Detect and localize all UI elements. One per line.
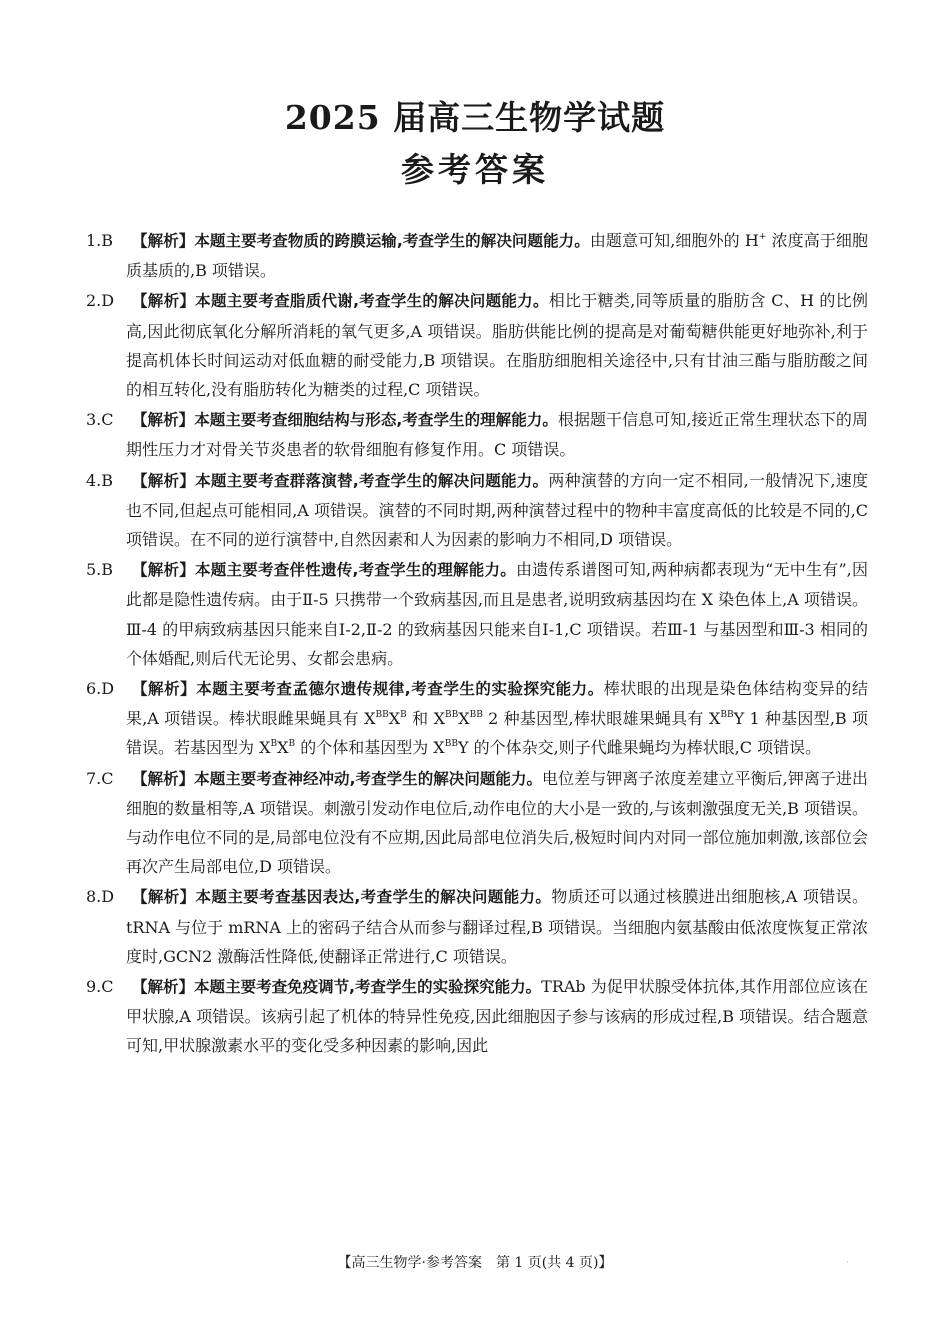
analysis-tag: 【解析】: [132, 292, 196, 311]
answer-item-6: [86, 674, 868, 763]
answer-number: 6.D: [86, 679, 115, 699]
superscript: B: [400, 710, 407, 721]
analysis-text: 电位差与钾离子浓度差建立平衡后,钾离子进出细胞的数量相等,A 项错误。刺激引发动作电位后,动作电位的大小是一致的,与该刺激强度无关,B 项错误。与动作电位不同的是,局部电位没有不应期,因此局部电位消失后,极短时间内对同一部位施加刺激,该部位会再次产生局部电位,D 项错误。: [126, 768, 868, 877]
analysis-text: 和 X: [406, 709, 446, 729]
analysis-text: X: [277, 738, 289, 758]
answer-explanation: [126, 972, 868, 1061]
analysis-focus: 本题主要考查免疫调节,考查学生的实验探究能力。: [194, 978, 542, 997]
analysis-tag: 【解析】: [132, 978, 195, 997]
superscript: +: [758, 232, 767, 242]
answer-explanation: [126, 466, 868, 555]
superscript: BB: [444, 739, 458, 750]
superscript: BB: [375, 710, 389, 721]
answer-number: 8.D: [86, 887, 115, 907]
analysis-text: 棒状眼的出现是染色体结构变异的结果,A 项错误。棒状眼雌果蝇具有 X: [126, 679, 868, 729]
answer-item-3: [86, 405, 868, 464]
answer-item-8: [86, 882, 868, 971]
answer-number: 4.B: [86, 470, 114, 490]
answer-explanation: [126, 555, 868, 673]
analysis-text: 的个体和基因型为 X: [295, 738, 445, 758]
answer-item-9: [86, 972, 868, 1061]
analysis-text: X: [388, 709, 401, 729]
analysis-focus: 本题主要考查神经冲动,考查学生的解决问题能力。: [194, 769, 543, 788]
analysis-text: 物质还可以通过核膜进出细胞核,A 项错误。tRNA 与位于 mRNA 上的密码子结合从而参与翻译过程,B 项错误。当细胞内氨基酸由低浓度恢复正常浓度时,GCN2 激酶活性降低,使翻译正常进行,C 项错误。: [126, 887, 868, 966]
analysis-text: 两种演替的方向一定不相同,一般情况下,速度也不同,但起点可能相同,A 项错误。演替的不同时期,两种演替过程中的物种丰富度高低的比较是不同的,C 项错误。在不同的逆行演替中,自然因素和人为因素的影响力不相同,D 项错误。: [126, 470, 868, 550]
answer-explanation: [126, 226, 868, 285]
answer-item-2: [86, 286, 868, 404]
answer-number: 3.C: [86, 410, 114, 430]
analysis-text: X: [458, 709, 470, 729]
analysis-tag: 【解析】: [132, 769, 195, 788]
answer-explanation: [126, 674, 868, 763]
analysis-text: 相比于糖类,同等质量的脂肪含 C、H 的比例高,因此彻底氧化分解所消耗的氧气更多,A 项错误。脂肪供能比例的提高是对葡萄糖供能更好地弥补,利于提高机体长时间运动对低血糖的耐受能力,B 项错误。在脂肪细胞相关途径中,只有甘油三酯与脂肪酸之间的相互转化,没有脂肪转化为糖类的过程,C 项错误。: [126, 291, 868, 400]
analysis-focus: 本题主要考查脂质代谢,考查学生的解决问题能力。: [195, 292, 549, 311]
answer-explanation: [126, 286, 868, 404]
answer-explanation: [126, 405, 868, 464]
analysis-tag: 【解析】: [132, 232, 195, 250]
page-title: 2025 届高三生物学试题: [284, 98, 666, 137]
answer-item-7: [86, 764, 868, 882]
superscript: BB: [720, 710, 734, 721]
analysis-text: TRAb 为促甲状腺受体抗体,其作用部位应该在甲状腺,A 项错误。该病引起了机体的特异性免疫,因此细胞因子参与该病的形成过程,B 项错误。结合题意可知,甲状腺激素水平的变化受多种因素的影响,因此: [126, 977, 868, 1056]
analysis-focus: 本题主要考查基因表达,考查学生的解决问题能力。: [195, 888, 552, 907]
analysis-focus: 本题主要考查伴性遗传,考查学生的理解能力。: [194, 561, 517, 580]
analysis-focus: 本题主要考查物质的跨膜运输,考查学生的解决问题能力。: [194, 232, 590, 250]
analysis-tag: 【解析】: [132, 471, 196, 490]
superscript: BB: [445, 710, 459, 721]
page-footer: 【高三生物学·参考答案 第 1 页(共 4 页)】: [337, 1255, 613, 1271]
answer-explanation: [126, 764, 868, 882]
analysis-text: 由遗传系谱图可知,两种病都表现为“无中生有”,因此都是隐性遗传病。由于Ⅱ-5 只携带一个致病基因,而且是患者,说明致病基因均在 X 染色体上,A 项错误。Ⅲ-4 的甲病致病基因只能来自Ⅰ-2,Ⅱ-2 的致病基因只能来自Ⅰ-1,C 项错误。若Ⅲ-1 与基因型和Ⅲ-3 相同的个体婚配,则后代无论男、女都会患病。: [126, 560, 868, 668]
superscript: BB: [469, 710, 483, 721]
page-subtitle: 参考答案: [401, 150, 549, 189]
answer-list: [86, 226, 868, 1062]
answer-number: 2.D: [86, 291, 115, 311]
answer-number: 9.C: [86, 977, 114, 997]
answer-number: 5.B: [86, 560, 114, 580]
superscript: B: [270, 739, 278, 750]
answer-item-4: [86, 466, 868, 555]
scan-mark: ·: [846, 1258, 849, 1268]
analysis-focus: 本题主要考查孟德尔遗传规律,考查学生的实验探究能力。: [196, 680, 604, 699]
analysis-text: Y 1 种基因型,B 项错误。若基因型为 X: [126, 709, 868, 758]
answer-item-5: [86, 555, 868, 673]
analysis-text: 2 种基因型,棒状眼雄果蝇具有 X: [482, 709, 721, 729]
analysis-tag: 【解析】: [132, 888, 196, 907]
answer-number: 1.B: [86, 231, 114, 250]
analysis-tag: 【解析】: [132, 680, 197, 699]
analysis-focus: 本题主要考查细胞结构与形态,考查学生的理解能力。: [194, 411, 558, 430]
answer-number: 7.C: [86, 768, 114, 788]
analysis-tag: 【解析】: [132, 411, 195, 430]
answer-item-1: [86, 226, 868, 285]
analysis-text: Y 的个体杂交,则子代雌果蝇均为棒状眼,C 项错误。: [457, 738, 822, 758]
analysis-text: 由题意可知,细胞外的 H: [589, 231, 759, 250]
analysis-text: 根据题干信息可知,接近正常生理状态下的周期性压力才对骨关节炎患者的软骨细胞有修复作用。C 项错误。: [126, 410, 868, 460]
superscript: B: [288, 739, 296, 750]
analysis-tag: 【解析】: [132, 561, 195, 580]
answer-explanation: [126, 882, 868, 971]
analysis-text: 浓度高于细胞质基质的,B 项错误。: [126, 231, 868, 281]
analysis-focus: 本题主要考查群落演替,考查学生的解决问题能力。: [195, 471, 549, 490]
